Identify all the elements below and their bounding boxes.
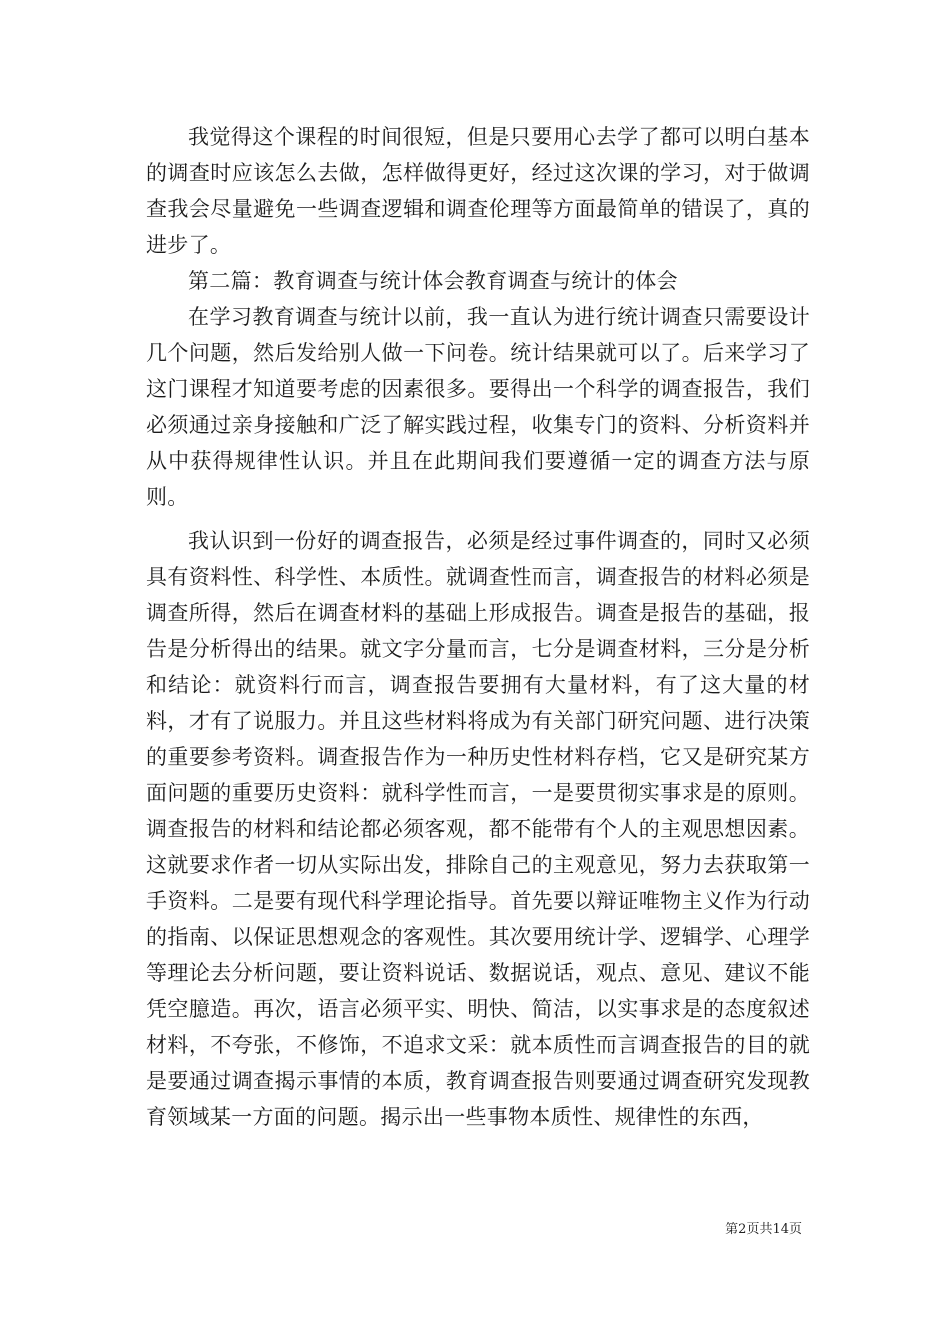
page-indicator: 第2页共14页 xyxy=(725,1222,802,1237)
document-body xyxy=(146,119,810,1135)
paragraph-course-reflection: 我觉得这个课程的时间很短，但是只要用心去学了都可以明白基本的调查时应该怎么去做，怎样做得更好，经过这次课的学习，对于做调查我会尽量避免一些调查逻辑和调查伦理等方面最简单的错误了，真的进步了。 xyxy=(146,125,810,257)
paragraph-report-qualities: 我认识到一份好的调查报告，必须是经过事件调查的，同时又必须具有资料性、科学性、本质性。就调查性而言，调查报告的材料必须是调查所得，然后在调查材料的基础上形成报告。调查是报告的基础，报告是分析得出的结果。就文字分量而言，七分是调查材料，三分是分析和结论：就资料行而言，调查报告要拥有大量材料，有了这大量的材料，才有了说服力。并且这些材料将成为有关部门研究问题、进行决策的重要参考资料。调查报告作为一种历史性材料存档，它又是研究某方面问题的重要历史资料：就科学性而言，一是要贯彻实事求是的原则。调查报告的材料和结论都必须客观，都不能带有个人的主观思想因素。这就要求作者一切从实际出发，排除自己的主观意见，努力去获取第一手资料。二是要有现代科学理论指导。首先要以辩证唯物主义作为行动的指南、以保证思想观念的客观性。其次要用统计学、逻辑学、心理学等理论去分析问题，要让资料说话、数据说话，观点、意见、建议不能凭空臆造。再次，语言必须平实、明快、简洁，以实事求是的态度叙述材料，不夸张，不修饰，不追求文采：就本质性而言调查报告的目的就是要通过调查揭示事情的本质，教育调查报告则要通过调查研究发现教育领域某一方面的问题。揭示出一些事物本质性、规律性的东西， xyxy=(146,529,810,1129)
section-heading: 第二篇：教育调查与统计体会教育调查与统计的体会 xyxy=(188,269,678,293)
paragraph-before-study: 在学习教育调查与统计以前，我一直认为进行统计调查只需要设计几个问题，然后发给别人做一下问卷。统计结果就可以了。后来学习了这门课程才知道要考虑的因素很多。要得出一个科学的调查报告，我们必须通过亲身接触和广泛了解实践过程，收集专门的资料、分析资料并从中获得规律性认识。并且在此期间我们要遵循一定的调查方法与原则。 xyxy=(146,305,810,509)
